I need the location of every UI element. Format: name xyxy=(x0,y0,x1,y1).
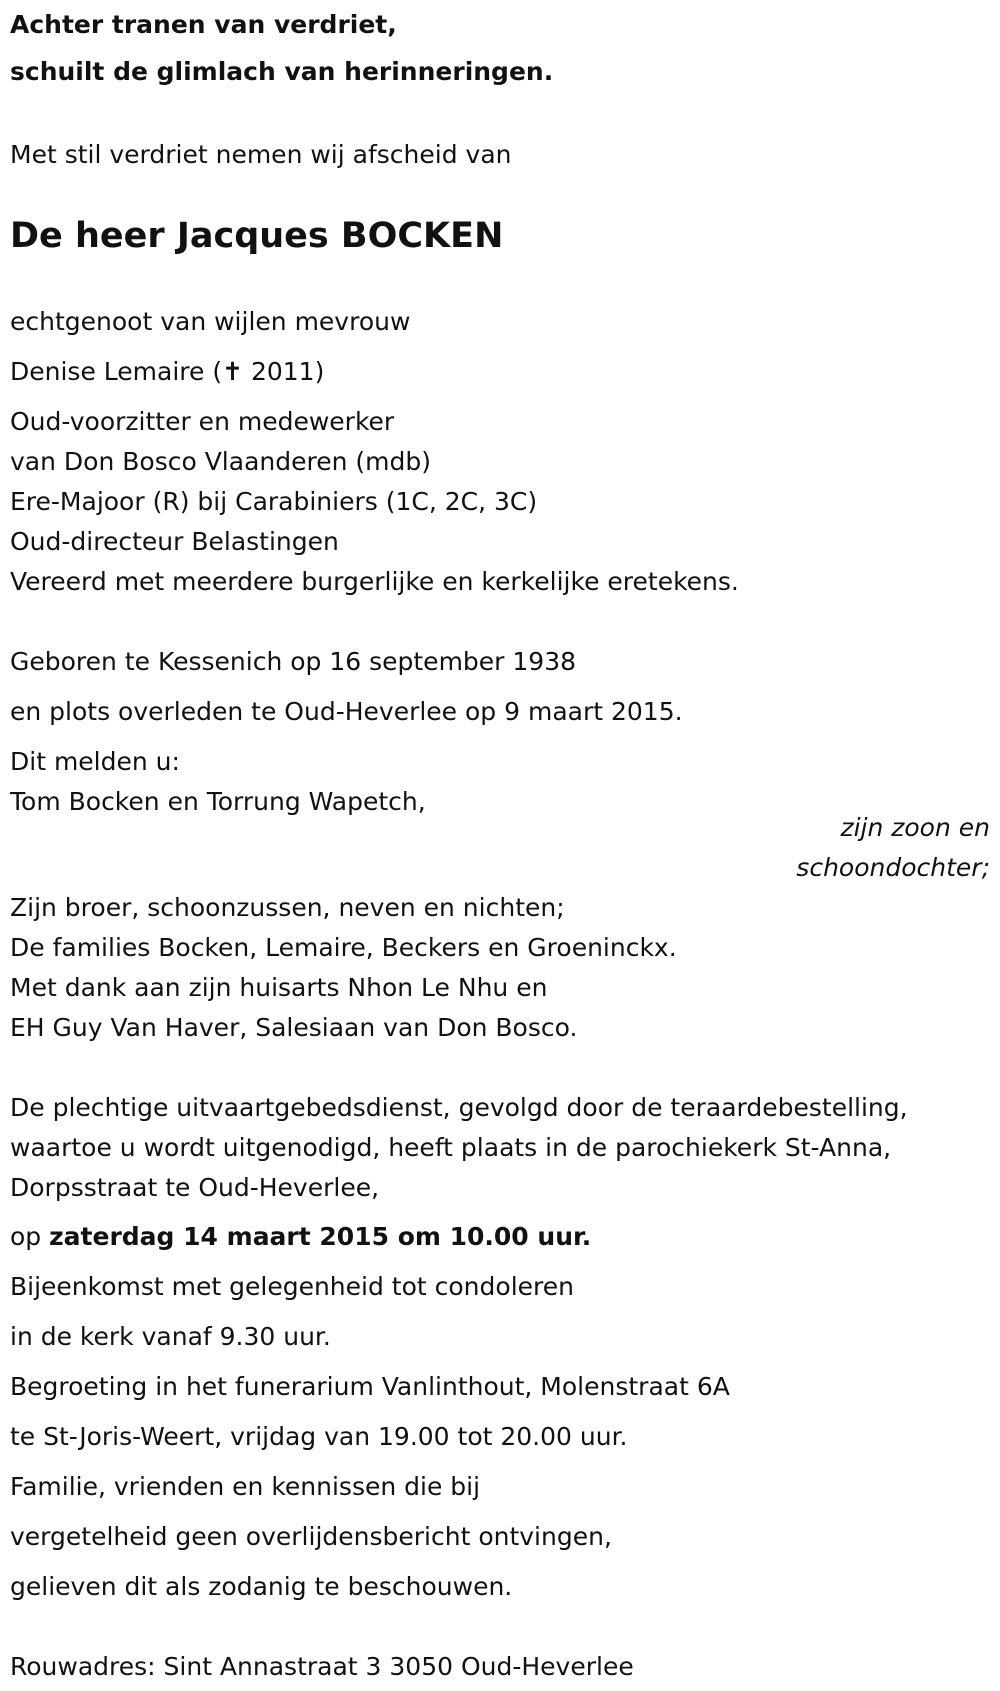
motto-line-2: schuilt de glimlach van herinneringen. xyxy=(10,57,554,86)
bio-spouse: echtgenoot van wijlen mevrouw xyxy=(10,307,411,336)
bio-spouse-name: Denise Lemaire (✝ 2011) xyxy=(10,357,325,386)
bio-role-2: van Don Bosco Vlaanderen (mdb) xyxy=(10,447,431,476)
mourning-address: Rouwadres: Sint Annastraat 3 3050 Oud-Heverlee xyxy=(10,1652,634,1681)
bio-role-4: Oud-directeur Belastingen xyxy=(10,527,339,556)
announcer-family-1: Zijn broer, schoonzussen, neven en nichten; xyxy=(10,893,565,922)
bio-role-3: Ere-Majoor (R) bij Carabiniers (1C, 2C, 3C) xyxy=(10,487,538,516)
thanks-priest: EH Guy Van Haver, Salesiaan van Don Bosco. xyxy=(10,1013,578,1042)
death-info: en plots overleden te Oud-Heverlee op 9 maart 2015. xyxy=(10,697,683,726)
funeral-date-time: zaterdag 14 maart 2015 om 10.00 uur. xyxy=(49,1222,592,1251)
thanks-doctor: Met dank aan zijn huisarts Nhon Le Nhu en xyxy=(10,973,548,1002)
bio-role-1: Oud-voorzitter en medewerker xyxy=(10,407,395,436)
condolence-line-2: in de kerk vanaf 9.30 uur. xyxy=(10,1322,331,1351)
announcer-son: Tom Bocken en Torrung Wapetch, xyxy=(10,787,426,816)
funeral-date-prefix: op xyxy=(10,1222,50,1251)
condolence-line-1: Bijeenkomst met gelegenheid tot condoleren xyxy=(10,1272,574,1301)
announcer-son-role-2: schoondochter; xyxy=(796,853,990,882)
birth-info: Geboren te Kessenich op 16 september 1938 xyxy=(10,647,577,676)
announcers-intro: Dit melden u: xyxy=(10,747,180,776)
deceased-name: De heer Jacques BOCKEN xyxy=(10,216,504,256)
funeral-line-3: Dorpsstraat te Oud-Heverlee, xyxy=(10,1173,380,1202)
visitation-line-2: te St-Joris-Weert, vrijdag van 19.00 tot 20.00 uur. xyxy=(10,1422,628,1451)
funeral-line-2: waartoe u wordt uitgenodigd, heeft plaats in de parochiekerk St-Anna, xyxy=(10,1133,892,1162)
intro-text: Met stil verdriet nemen wij afscheid van xyxy=(10,140,512,169)
notice-line-1: Familie, vrienden en kennissen die bij xyxy=(10,1472,481,1501)
notice-line-2: vergetelheid geen overlijdensbericht ontvingen, xyxy=(10,1522,612,1551)
funeral-date xyxy=(10,1222,591,1252)
visitation-line-1: Begroeting in het funerarium Vanlinthout, Molenstraat 6A xyxy=(10,1372,730,1401)
announcer-son-role-1: zijn zoon en xyxy=(840,813,990,842)
funeral-line-1: De plechtige uitvaartgebedsdienst, gevolgd door de teraardebestelling, xyxy=(10,1093,908,1122)
bio-honors: Vereerd met meerdere burgerlijke en kerkelijke eretekens. xyxy=(10,567,739,596)
announcer-family-2: De families Bocken, Lemaire, Beckers en Groeninckx. xyxy=(10,933,677,962)
motto-line-1: Achter tranen van verdriet, xyxy=(10,10,397,39)
notice-line-3: gelieven dit als zodanig te beschouwen. xyxy=(10,1572,513,1601)
